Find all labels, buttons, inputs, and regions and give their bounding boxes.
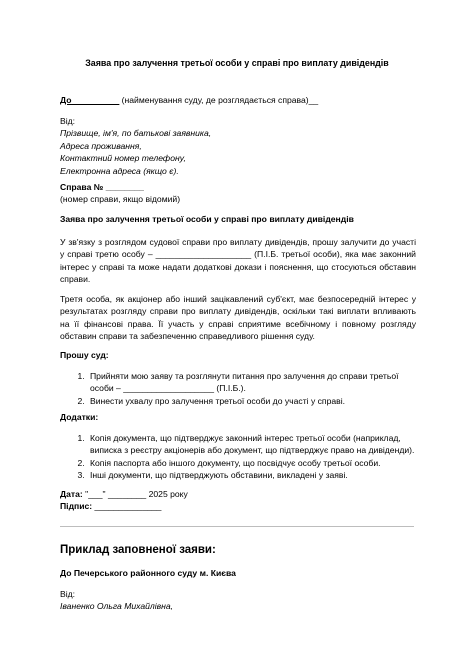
from-line-address: Адреса проживання,	[60, 140, 142, 151]
divider	[60, 526, 414, 527]
attachment-item: 2. Копія паспорта або іншого документу, що посвідчує особу третьої особи.	[87, 457, 416, 469]
from-line-name: Прізвище, ім'я, по батькові заявника,	[60, 128, 212, 139]
document-title: Заява про залучення третьої особи у справі про виплату дивідендів	[85, 58, 389, 68]
paragraph-intro: У зв'язку з розглядом судової справи про виплату дивідендів, прошу залучити до участі у справі третю особу – ____________________ (П.І.Б. третьої особи), яка має законний інтерес у справі та може надати додаткові докази і пояснення, що стосуються обставин справи.	[60, 237, 416, 285]
example-court: До Печерського районного суду м. Києва	[60, 568, 236, 578]
court-prefix: До	[60, 95, 72, 105]
request-item: 2. Винести ухвалу про залучення третьої особи до участі у справі.	[87, 395, 416, 407]
request-list	[60, 370, 416, 407]
from-line-phone: Контактний номер телефону,	[60, 153, 186, 164]
case-note: (номер справи, якщо відомий)	[60, 194, 181, 205]
signature-label: Підпис:	[60, 501, 93, 511]
court-line	[60, 94, 416, 106]
signature-value: ______________	[92, 501, 162, 511]
from-line-email: Електронна адреса (якщо є).	[60, 165, 179, 176]
example-from-block	[60, 588, 416, 613]
court-blank: __________	[71, 95, 120, 105]
example-heading: Приклад заповненої заяви:	[60, 544, 216, 556]
request-item: 1. Прийняти мою заяву та розглянути питання про залучення до справи третьої особи – ___________________ (П.І.Б.).	[87, 370, 416, 395]
attachment-item: 1. Копія документа, що підтверджує законний інтерес третьої особи (наприклад, виписка з реєстру акціонерів або документ, що підтверджує право на дивіденди).	[87, 432, 416, 457]
example-from-label: Від:	[60, 589, 76, 599]
attachments-list	[60, 432, 416, 482]
case-block	[60, 181, 416, 206]
date-line	[60, 488, 416, 500]
from-label: Від:	[60, 116, 76, 126]
date-label: Дата:	[60, 489, 83, 499]
date-value: "___" ________ 2025 року	[82, 489, 188, 499]
attachments-heading: Додатки:	[60, 412, 99, 422]
from-block	[60, 115, 416, 177]
court-note: (найменування суду, де розглядається справа)__	[119, 95, 319, 105]
subject-heading: Заява про залучення третьої особи у справі про виплату дивідендів	[60, 214, 354, 224]
example-name: Іваненко Ольга Михайлівна,	[60, 601, 174, 612]
paragraph-interest: Третя особа, як акціонер або інший зацікавлений суб'єкт, має безпосередній інтерес у результатах розгляду справи про виплату дивідендів, оскільки такі виплати впливають на її фінансові права. Її участь у справі сприятиме всебічному і повному розгляду обставин справи та забезпеченню справедливого рішення суду.	[60, 294, 416, 342]
request-heading: Прошу суд:	[60, 350, 109, 360]
attachment-item: 3. Інші документи, що підтверджують обставини, викладені у заяві.	[87, 469, 416, 481]
signature-line	[60, 500, 416, 512]
case-label: Справа № ________	[60, 182, 144, 192]
